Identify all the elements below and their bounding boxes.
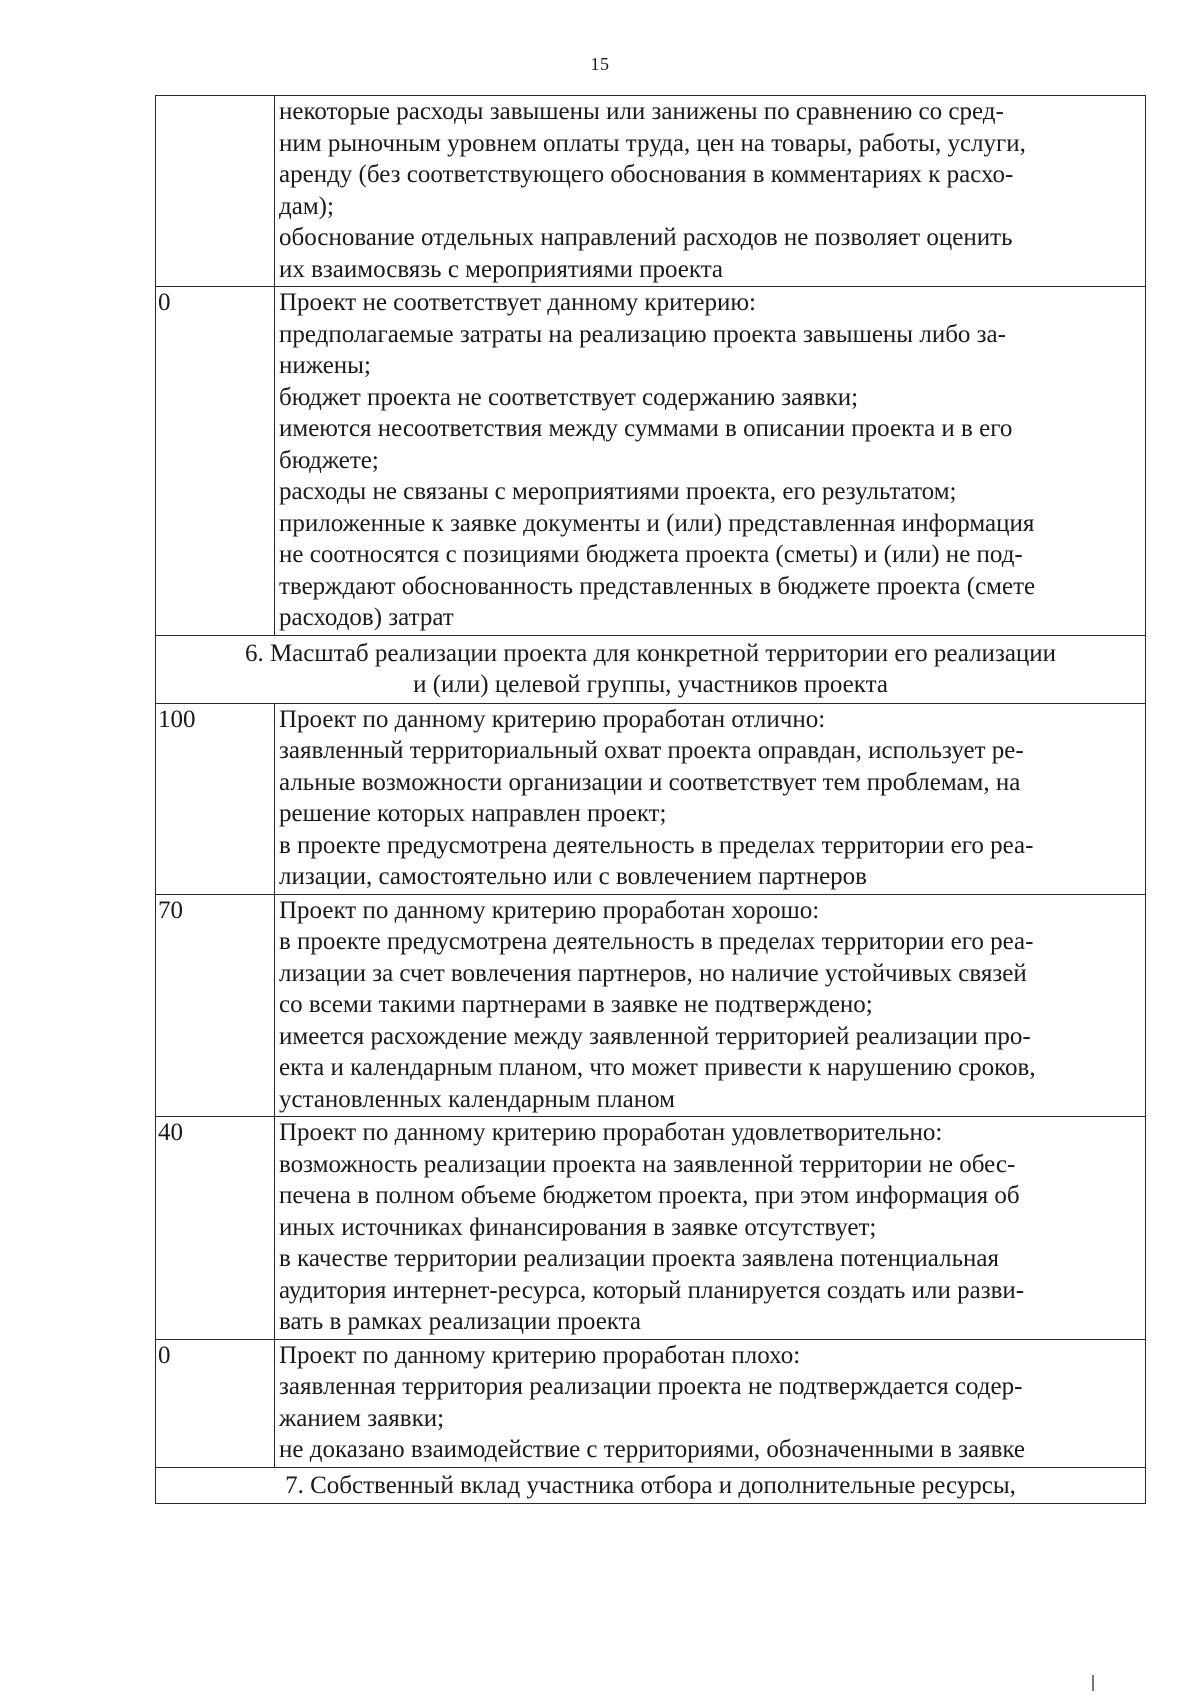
criterion-description-line: лизации за счет вовлечения партнеров, но наличие устойчивых связей [279, 959, 1027, 987]
criterion-row [156, 96, 1146, 287]
criterion-description-line: обоснование отдельных направлений расходов не позволяет оценить [279, 224, 1013, 251]
criterion-description-line: альные возможности организации и соответствует тем проблемам, на [279, 768, 1021, 796]
criterion-row [156, 1117, 1146, 1340]
criterion-description-line: предполагаемые затраты на реализацию проекта завышены либо за- [279, 320, 1006, 348]
section-heading [156, 1467, 1146, 1504]
criterion-description-line: со всеми такими партнерами в заявке не подтверждено; [279, 991, 873, 1018]
criterion-description-line: лизации, самостоятельно или с вовлечением партнеров [279, 863, 867, 890]
criterion-description-line: дам); [279, 192, 334, 220]
criterion-description-line: печена в полном объеме бюджетом проекта, при этом информация об [279, 1182, 1020, 1209]
section-heading-row [156, 635, 1146, 703]
criterion-description-line: их взаимосвязь с мероприятиями проекта [279, 255, 724, 283]
criterion-row [156, 703, 1146, 894]
score-cell: 0 [156, 1339, 275, 1467]
criterion-description-line: приложенные к заявке документы и (или) представленная информация [279, 509, 1035, 537]
criterion-description [275, 1117, 1146, 1340]
criterion-description [275, 96, 1146, 287]
criterion-description-line: в качестве территории реализации проекта заявлена потенциальная [279, 1245, 999, 1272]
criterion-description-line: Проект по данному критерию проработан отлично: [279, 705, 826, 733]
criterion-description-line: аренду (без соответствующего обоснования в комментариях к расхо- [279, 161, 1014, 188]
criterion-description-line: аудитория интернет-ресурса, который планируется создать или разви- [279, 1276, 1025, 1304]
score-cell: 100 [156, 703, 275, 894]
section-heading-line: 6. Масштаб реализации проекта для конкретной территории его реализации [244, 639, 1057, 667]
criterion-row [156, 287, 1146, 636]
criterion-description [275, 1339, 1146, 1467]
criterion-description-line: решение которых направлен проект; [279, 800, 667, 827]
criterion-description [275, 287, 1146, 636]
criteria-table-body [156, 96, 1146, 1504]
criterion-description-line: Проект не соответствует данному критерию: [279, 289, 756, 316]
criterion-description-line: в проекте предусмотрена деятельность в пределах территории его реа- [279, 928, 1034, 955]
criterion-description-line: нижены; [279, 352, 371, 379]
criterion-description [275, 894, 1146, 1117]
criterion-description-line: бюджет проекта не соответствует содержанию заявки; [279, 383, 859, 411]
criterion-description-line: тверждают обоснованность представленных в бюджете проекта (смете [279, 572, 1036, 600]
score-cell: 40 [156, 1117, 275, 1340]
criterion-description-line: иных источниках финансирования в заявке отсутствует; [279, 1213, 877, 1241]
criterion-description-line: в проекте предусмотрена деятельность в пределах территории его реа- [279, 831, 1034, 859]
criterion-description-line: установленных календарным планом [279, 1085, 675, 1113]
criterion-description-line: возможность реализации проекта на заявленной территории не обес- [279, 1150, 1016, 1178]
criterion-description-line: некоторые расходы завышены или занижены по сравнению со сред- [279, 98, 1004, 125]
criterion-description-line: не доказано взаимодействие с территориями, обозначенными в заявке [279, 1436, 1026, 1463]
criterion-row [156, 1339, 1146, 1467]
criterion-description-line: заявленный территориальный охват проекта оправдан, использует ре- [279, 737, 1024, 764]
score-cell: 0 [156, 287, 275, 636]
criterion-description [275, 703, 1146, 894]
criterion-description-line: вать в рамках реализации проекта [279, 1308, 641, 1335]
section-heading-row [156, 1467, 1146, 1504]
criterion-row [156, 894, 1146, 1117]
criterion-description-line: не соотносятся с позициями бюджета проекта (сметы) и (или) не под- [279, 541, 1023, 568]
page-number: 15 [590, 54, 610, 74]
section-heading [156, 635, 1146, 703]
criterion-description-line: Проект по данному критерию проработан удовлетворительно: [279, 1119, 943, 1146]
score-cell [156, 96, 275, 287]
criterion-description-line: бюджете; [279, 446, 379, 474]
scan-mark [1092, 1675, 1094, 1691]
score-cell: 70 [156, 894, 275, 1117]
criterion-description-line: Проект по данному критерию проработан плохо: [279, 1341, 801, 1369]
section-heading-line: 7. Собственный вклад участника отбора и дополнительные ресурсы, [285, 1471, 1016, 1499]
criterion-description-line: екта и календарным планом, что может привести к нарушению сроков, [279, 1054, 1036, 1081]
criterion-description-line: расходы не связаны с мероприятиями проекта, его результатом; [279, 478, 957, 505]
criterion-description-line: жанием заявки; [279, 1404, 445, 1432]
criteria-table [155, 95, 1146, 1504]
criterion-description-line: расходов) затрат [279, 604, 454, 631]
criterion-description-line: имеются несоответствия между суммами в описании проекта и в его [279, 415, 1013, 442]
criterion-description-line: имеется расхождение между заявленной территорией реализации про- [279, 1022, 1031, 1050]
criterion-description-line: ним рыночным уровнем оплаты труда, цен на товары, работы, услуги, [279, 129, 1026, 157]
criterion-description-line: заявленная территория реализации проекта не подтверждается содер- [279, 1373, 1023, 1400]
criterion-description-line: Проект по данному критерию проработан хорошо: [279, 896, 820, 924]
section-heading-line: и (или) целевой группы, участников проекта [413, 671, 888, 698]
